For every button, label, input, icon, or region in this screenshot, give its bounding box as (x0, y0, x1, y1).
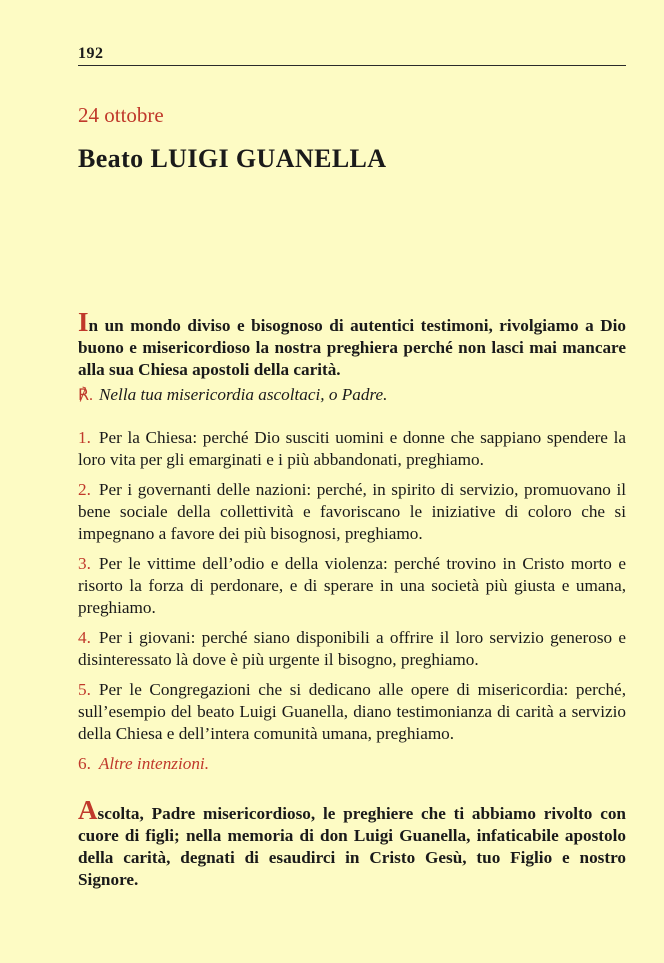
closing-text: scolta, Padre misericordioso, le preghiere che ti abbiamo rivolto con cuore di figli; nella memoria di don Luigi Guanella, infaticabile apostolo della carità, degnati di esaudirci in Cristo Gesù, tuo Figlio e nostro Signore. (78, 804, 626, 889)
intention-item (78, 427, 626, 471)
intention-text: Per le Congregazioni che si dedicano alle opere di misericordia: perché, sull’esempio del beato Luigi Guanella, diano testimonianza di carità a servizio della Chiesa e dell’intera comunità umana, preghiamo. (78, 680, 626, 743)
page-header (78, 45, 626, 63)
intention-number: 1. (78, 428, 91, 447)
intention-number: 6. (78, 754, 91, 773)
intention-item (78, 479, 626, 545)
header-rule (78, 65, 626, 66)
intention-text: Per le vittime dell’odio e della violenza: perché trovino in Cristo morto e risorto la forza di perdonare, e di sperare in una società più giusta e umana, preghiamo. (78, 554, 626, 617)
intention-text: Per i governanti delle nazioni: perché, in spirito di servizio, promuovano il bene sociale della collettività e favoriscano le iniziative di coloro che si impegnano a favore dei più bisognosi, preghiamo. (78, 480, 626, 543)
intention-item (78, 553, 626, 619)
page-number: 192 (78, 45, 104, 62)
intention-text: Per i giovani: perché siano disponibili a offrire il loro servizio generoso e disinteressato là dove è più urgente il bisogno, preghiamo. (78, 628, 626, 669)
intro-paragraph (78, 307, 626, 381)
intention-number: 4. (78, 628, 91, 647)
intentions-list (78, 427, 626, 783)
intention-text: Per la Chiesa: perché Dio susciti uomini e donne che sappiano spendere la loro vita per gli emarginati e i più abbandonati, preghiamo. (78, 428, 626, 469)
intro-initial: I (78, 307, 89, 337)
intention-number: 3. (78, 554, 91, 573)
response-symbol: ℟. (78, 387, 93, 404)
closing-prayer (78, 795, 626, 891)
intention-item (78, 679, 626, 745)
intro-text: n un mondo diviso e bisognoso di autentici testimoni, rivolgiamo a Dio buono e misericordioso la nostra preghiera perché non lasci mai mancare alla sua Chiesa apostoli della carità. (78, 316, 626, 379)
intention-item (78, 753, 626, 775)
intention-number: 5. (78, 680, 91, 699)
intention-item (78, 627, 626, 671)
closing-initial: A (78, 795, 98, 825)
intention-number: 2. (78, 480, 91, 499)
response-line (78, 384, 626, 407)
page-title: Beato LUIGI GUANELLA (78, 144, 387, 173)
feast-date: 24 ottobre (78, 103, 164, 127)
intention-text: Altre intenzioni. (98, 754, 210, 773)
response-text: Nella tua misericordia ascoltaci, o Padre. (98, 385, 388, 404)
